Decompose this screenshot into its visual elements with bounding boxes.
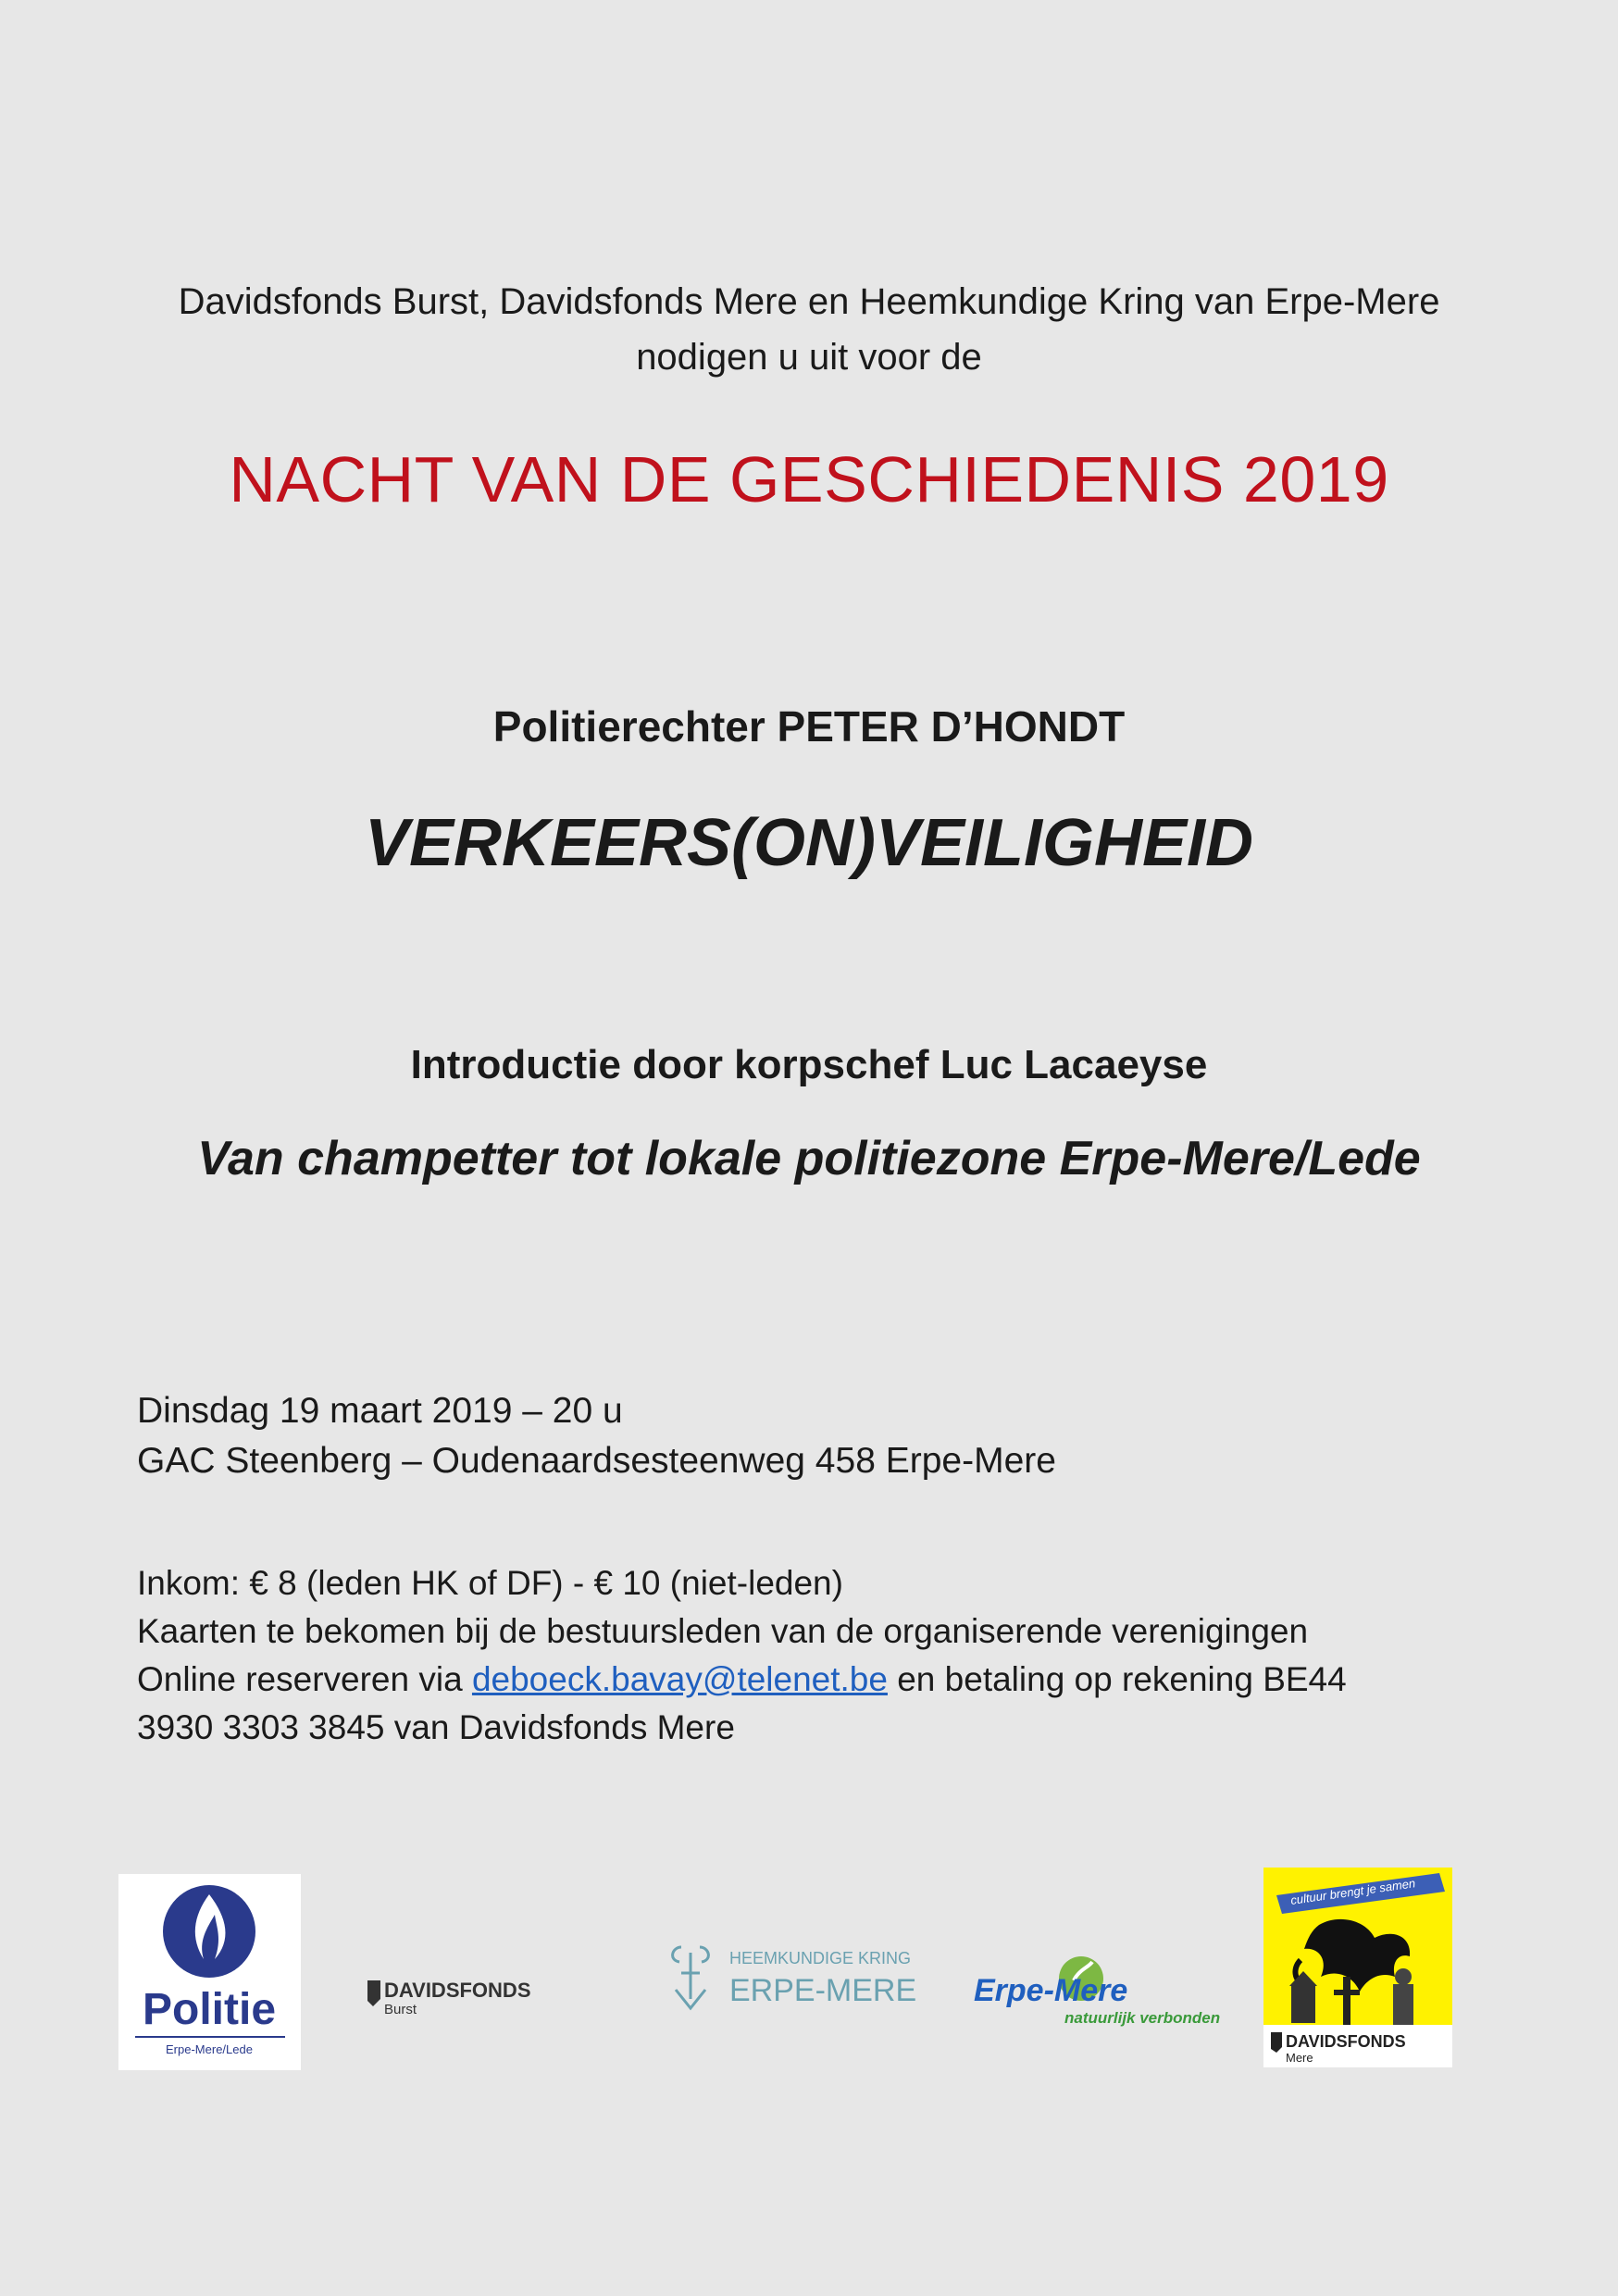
- erpe-mere-name: Erpe-Mere: [974, 1973, 1128, 2008]
- df-mere-banner: cultuur brengt je samen: [1289, 1876, 1416, 1907]
- introduction-topic: Van champetter tot lokale politiezone Erpe-Mere/Lede: [197, 1132, 1421, 1185]
- df-mere-name: DAVIDSFONDS: [1286, 2032, 1406, 2051]
- heemkundige-kring-logo: [655, 1940, 917, 2023]
- event-details: [137, 1386, 1056, 1486]
- organizers-intro: [0, 274, 1618, 385]
- event-date: Dinsdag 19 maart 2019 – 20 u: [137, 1391, 623, 1431]
- lecture-topic: VERKEERS(ON)VEILIGHEID: [364, 806, 1254, 880]
- davidsfonds-mere-logo: [1263, 1868, 1452, 2067]
- ticket-info: [137, 1559, 1347, 1752]
- df-burst-name: DAVIDSFONDS: [384, 1979, 531, 2002]
- politie-flame-icon: [118, 1874, 301, 2070]
- speaker: Politierechter PETER D’HONDT: [492, 702, 1126, 751]
- online-prefix: Online reserveren via: [137, 1660, 463, 1698]
- account-number-rest: 3930 3303 3845 van Davidsfonds Mere: [137, 1708, 735, 1746]
- hk-line2: ERPE-MERE: [729, 1973, 917, 2008]
- politie-logo: [118, 1874, 301, 2070]
- invite-line: nodigen u uit voor de: [636, 337, 982, 378]
- online-reservation: [137, 1656, 1347, 1704]
- politie-logo-name: Politie: [142, 1985, 277, 2034]
- email-link[interactable]: deboeck.bavay@telenet.be: [471, 1660, 888, 1698]
- erpe-mere-mark: [972, 1943, 1221, 2032]
- event-location: GAC Steenberg – Oudenaardsesteenweg 458 Erpe-Mere: [137, 1441, 1056, 1481]
- politie-logo-sub: Erpe-Mere/Lede: [166, 2042, 253, 2056]
- online-suffix: en betaling op rekening BE44: [897, 1660, 1347, 1698]
- davidsfonds-burst-logo: [364, 1973, 577, 2019]
- erpe-mere-tagline: natuurlijk verbonden: [1064, 2009, 1221, 2027]
- df-mere-sub: Mere: [1286, 2051, 1313, 2065]
- introduction-speaker: Introductie door korpschef Luc Lacaeyse: [410, 1042, 1208, 1087]
- heemkundige-emblem-icon: [655, 1940, 917, 2023]
- erpe-mere-logo: [972, 1943, 1221, 2032]
- df-burst-sub: Burst: [384, 2002, 417, 2017]
- ticket-availability: Kaarten te bekomen bij de bestuursleden van de organiserende verenigingen: [137, 1612, 1309, 1650]
- event-title: NACHT VAN DE GESCHIEDENIS 2019: [229, 443, 1389, 515]
- organizers-line: Davidsfonds Burst, Davidsfonds Mere en Heemkundige Kring van Erpe-Mere: [178, 281, 1440, 322]
- ticket-price: Inkom: € 8 (leden HK of DF) - € 10 (niet-leden): [137, 1564, 843, 1602]
- hk-line1: HEEMKUNDIGE KRING: [729, 1949, 912, 1967]
- davidsfonds-mere-lion-icon: [1263, 1868, 1452, 2067]
- davidsfonds-burst-mark: [364, 1973, 577, 2019]
